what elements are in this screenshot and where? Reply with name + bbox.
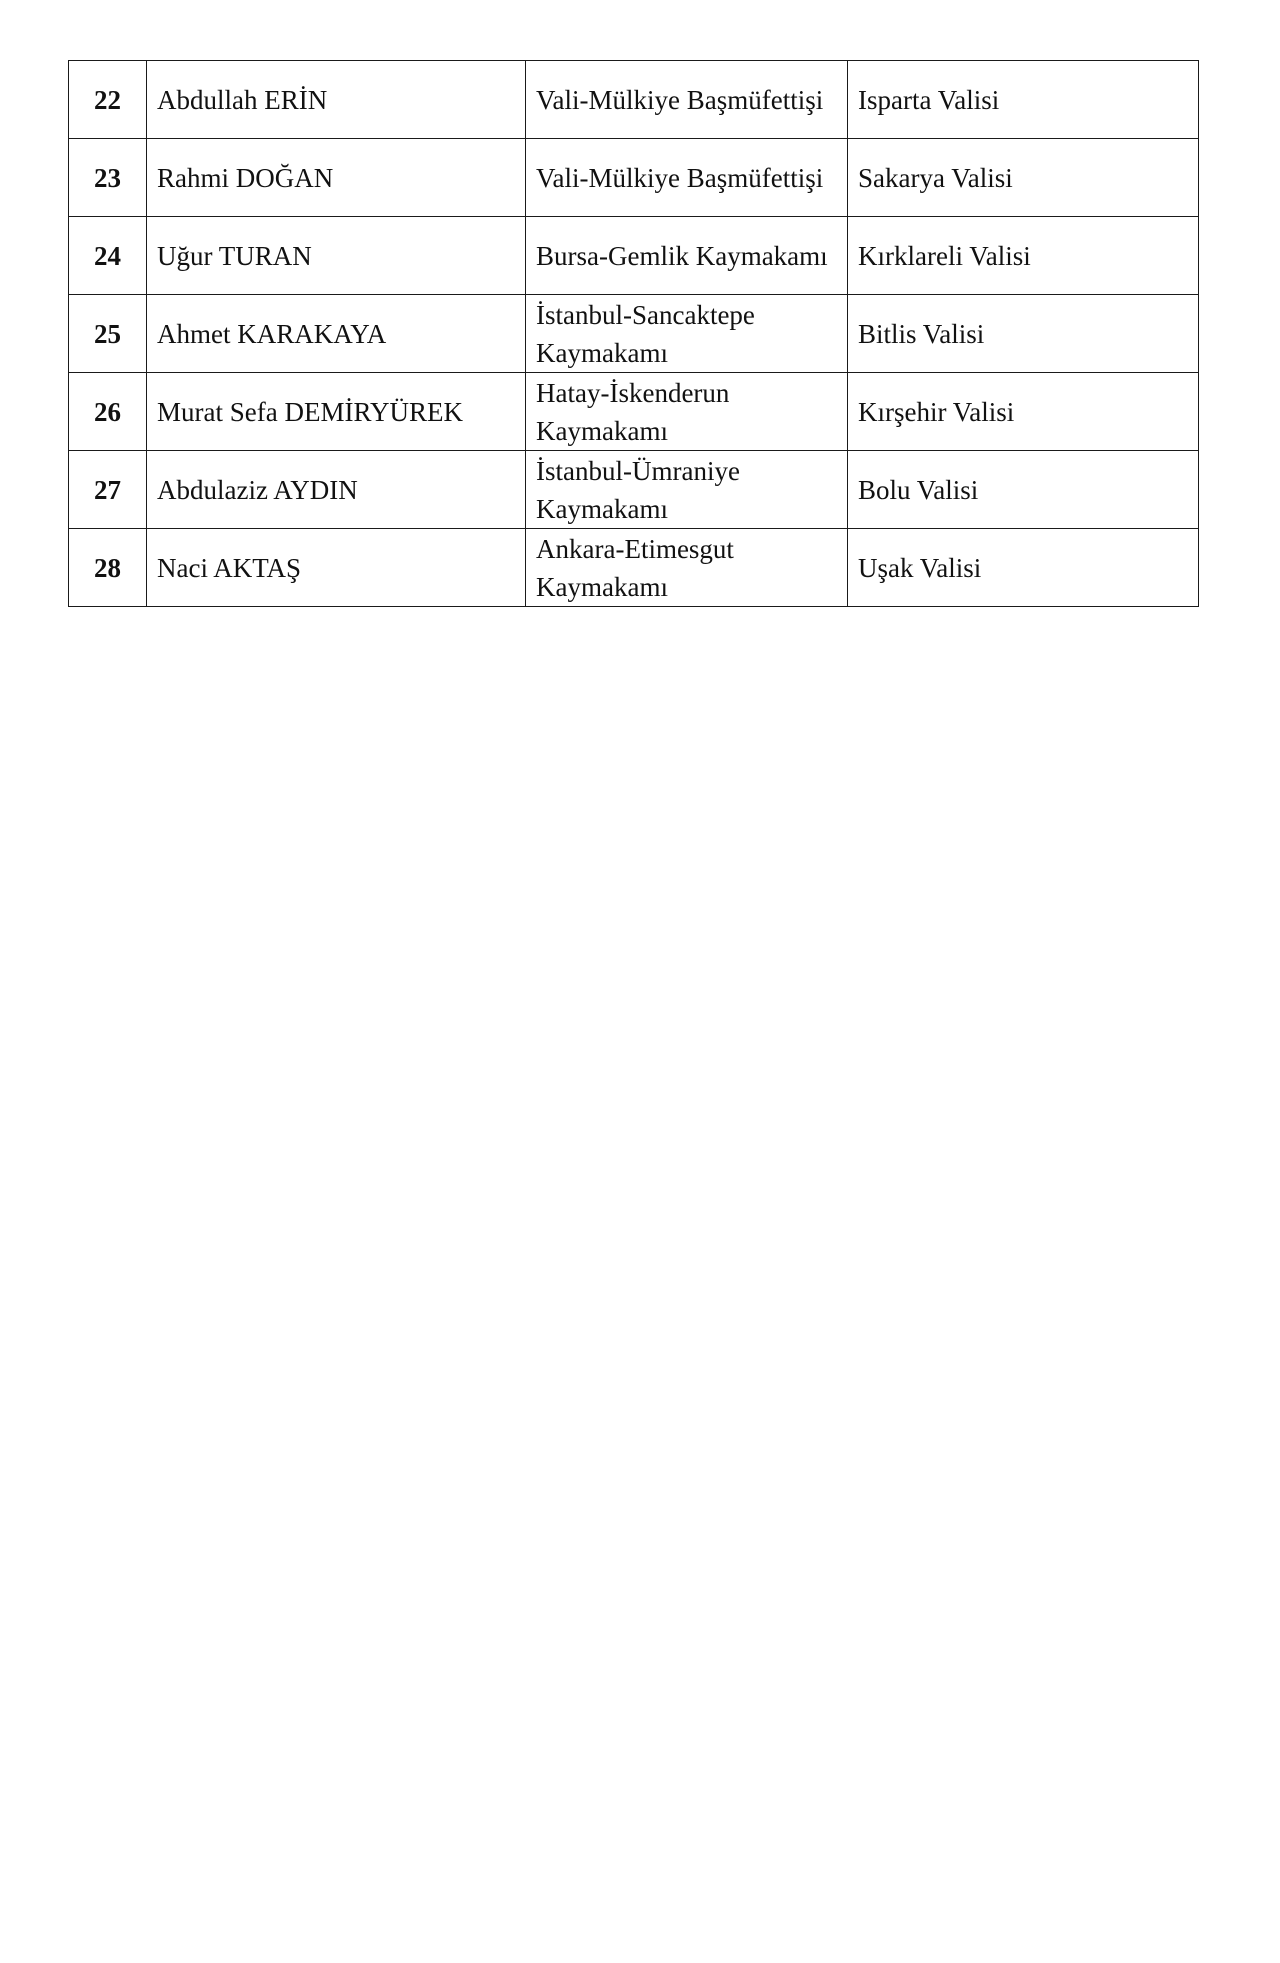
- person-name: Naci AKTAŞ: [147, 529, 526, 607]
- person-name: Abdulaziz AYDIN: [147, 451, 526, 529]
- new-post: Sakarya Valisi: [848, 139, 1199, 217]
- appointments-table: [68, 60, 1199, 607]
- previous-post: Ankara-Etimesgut Kaymakamı: [526, 529, 848, 607]
- previous-post: Bursa-Gemlik Kaymakamı: [526, 217, 848, 295]
- table-row: [69, 373, 1199, 451]
- person-name: Abdullah ERİN: [147, 61, 526, 139]
- previous-post: Vali-Mülkiye Başmüfettişi: [526, 61, 848, 139]
- previous-post: İstanbul-Ümraniye Kaymakamı: [526, 451, 848, 529]
- row-number: 28: [69, 529, 147, 607]
- new-post: Isparta Valisi: [848, 61, 1199, 139]
- new-post: Kırklareli Valisi: [848, 217, 1199, 295]
- row-number: 23: [69, 139, 147, 217]
- person-name: Uğur TURAN: [147, 217, 526, 295]
- row-number: 27: [69, 451, 147, 529]
- new-post: Kırşehir Valisi: [848, 373, 1199, 451]
- previous-post: Hatay-İskenderun Kaymakamı: [526, 373, 848, 451]
- new-post: Bitlis Valisi: [848, 295, 1199, 373]
- row-number: 24: [69, 217, 147, 295]
- person-name: Rahmi DOĞAN: [147, 139, 526, 217]
- table-row: [69, 529, 1199, 607]
- previous-post: Vali-Mülkiye Başmüfettişi: [526, 139, 848, 217]
- table-row: [69, 139, 1199, 217]
- table-row: [69, 61, 1199, 139]
- table-row: [69, 451, 1199, 529]
- new-post: Bolu Valisi: [848, 451, 1199, 529]
- table-row: [69, 295, 1199, 373]
- row-number: 25: [69, 295, 147, 373]
- new-post: Uşak Valisi: [848, 529, 1199, 607]
- person-name: Murat Sefa DEMİRYÜREK: [147, 373, 526, 451]
- row-number: 22: [69, 61, 147, 139]
- row-number: 26: [69, 373, 147, 451]
- table-row: [69, 217, 1199, 295]
- previous-post: İstanbul-Sancaktepe Kaymakamı: [526, 295, 848, 373]
- person-name: Ahmet KARAKAYA: [147, 295, 526, 373]
